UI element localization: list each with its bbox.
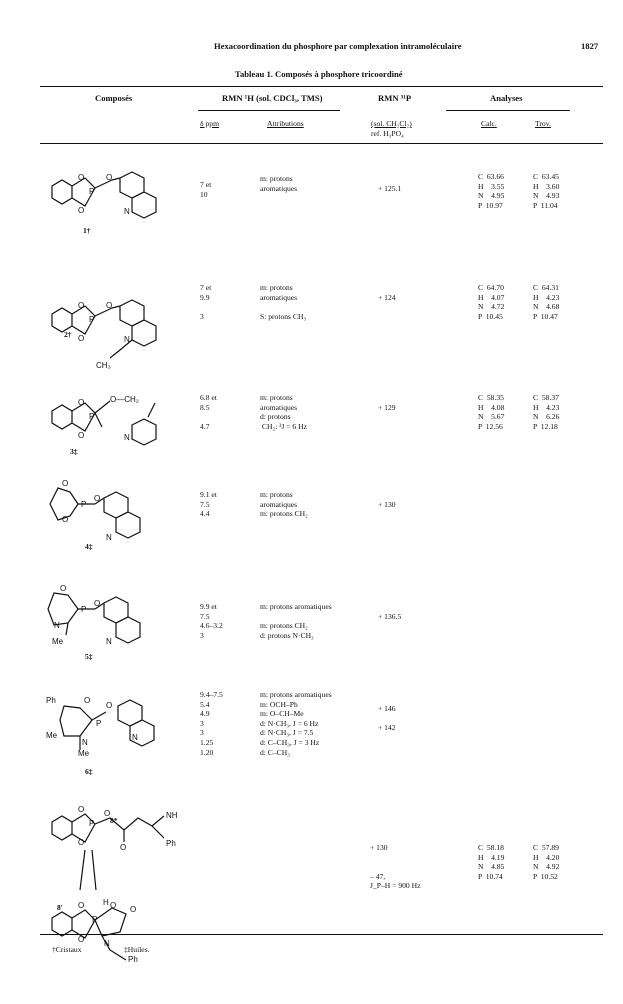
s8p-o4: O: [130, 905, 137, 914]
sub-trov: Trov.: [535, 119, 551, 128]
s8p-o3: O: [110, 901, 117, 910]
s5-n: N: [54, 621, 60, 630]
row4-attrib: m: protons aromatiques m: protons CH₂: [260, 490, 308, 519]
row2-trov: C 64.31 H 4.23 N 4.68 P 10.47: [533, 283, 560, 321]
s6-n: N: [82, 738, 88, 747]
row2-calc: C 64.70 H 4.07 N 4.72 P 10.45: [478, 283, 505, 321]
row4-p31: + 130: [378, 500, 396, 509]
s5-me: Me: [52, 637, 64, 646]
s3-n: N: [124, 433, 130, 442]
s6-me: Me: [46, 731, 58, 740]
compound-label-6: 6‡: [85, 767, 93, 776]
s8p-ph: Ph: [128, 955, 138, 964]
s6-p: P: [96, 719, 102, 728]
row8-calc: C 58.18 H 4.19 N 4.85 P 10.74: [478, 843, 505, 881]
s8-o2: O: [78, 838, 85, 847]
sub-calc: Calc.: [481, 119, 497, 128]
row1-attrib: m: protons aromatiques: [260, 174, 298, 193]
row3-calc: C 58.35 H 4.08 N 5.67 P 12.56: [478, 393, 505, 431]
s1-o3: O: [106, 173, 113, 182]
row6-attrib: m: protons aromatiques m: OCH–Ph m: O–CH–Me d: N·CH₃, J = 6 Hz d: N·CH₃, J = 7.5 d: C–CH₃, J = 3 Hz d: C–CH₃: [260, 690, 332, 757]
row6-ppm: 9.4–7.5 5.4 4.9 3 3 1.25 1.20: [200, 690, 223, 757]
s4-o1: O: [62, 479, 69, 488]
s2-n: N: [124, 335, 130, 344]
s8p-o2: O: [78, 935, 85, 944]
s4-o2: O: [62, 515, 69, 524]
sub-attributions: Attributions: [267, 119, 304, 128]
s5-o2: O: [94, 599, 101, 608]
nmr-h-subrule: [198, 110, 340, 111]
s2-o3: O: [106, 301, 113, 310]
analyses-subrule: [446, 110, 570, 111]
s6-o2: O: [106, 701, 113, 710]
row5-p31: + 136.5: [378, 612, 402, 621]
s6-nme: Me: [78, 749, 90, 758]
row3-ppm: 6.8 et 8.5 4.7: [200, 393, 217, 431]
s5-n2: N: [106, 637, 112, 646]
row5-attrib: m: protons aromatiques m: protons CH₂ d: protons N·CH₃: [260, 602, 332, 640]
running-title: Hexacoordination du phosphore par complexation intramoléculaire: [214, 41, 462, 51]
s2-p: P: [89, 315, 95, 324]
s1-p: P: [89, 187, 95, 196]
compound-label-8: 8*: [110, 816, 118, 825]
header-rule: [40, 143, 603, 144]
s4-p: P: [81, 500, 87, 509]
row4-ppm: 9.1 et 7.5 4.4: [200, 490, 217, 519]
s8p-p: P: [92, 915, 98, 924]
top-rule: [40, 86, 603, 87]
s2-o1: O: [78, 301, 85, 310]
row6-p31: + 146 + 142: [378, 704, 396, 733]
s1-o1: O: [78, 173, 85, 182]
s3-o1: O: [78, 398, 85, 407]
row1-p31: + 125.1: [378, 184, 402, 193]
compound-label-2: 2†: [64, 330, 72, 339]
s4-o3: O: [94, 494, 101, 503]
s5-p: P: [81, 605, 87, 614]
col-nmr-h: RMN ¹H (sol. CDCl₃, TMS): [222, 93, 323, 103]
s6-o: O: [84, 696, 91, 705]
sub-ref-line2: ref. H₃PO₄: [371, 129, 404, 138]
col-analyses: Analyses: [490, 93, 523, 103]
s8-o3: O: [104, 809, 111, 818]
s3-p: P: [89, 412, 95, 421]
s8p-n: N: [104, 939, 110, 948]
row3-p31: + 129: [378, 403, 396, 412]
s8p-h: H: [103, 898, 109, 907]
row3-trov: C 58.37 H 4.23 N 6.26 P 12.18: [533, 393, 560, 431]
s5-o: O: [60, 584, 67, 593]
compound-label-5: 5‡: [85, 652, 93, 661]
s8-o1: O: [78, 805, 85, 814]
s3-och2: O—CH₂: [110, 395, 139, 404]
s3-o2: O: [78, 431, 85, 440]
structure-2: [52, 300, 156, 358]
col-compounds: Composés: [95, 93, 133, 103]
compound-label-4: 4‡: [85, 542, 93, 551]
col-nmr-p: RMN ³¹P: [378, 93, 412, 103]
row8-p31: + 130 – 47, J_P–H = 900 Hz: [370, 843, 421, 891]
row2-ppm: 7 et 9.9 3: [200, 283, 212, 321]
row1-trov: C 63.45 H 3.60 N 4.93 P 11.04: [533, 172, 560, 210]
s1-o2: O: [78, 206, 85, 215]
sub-ppm: δ ppm: [200, 119, 219, 128]
s8-o4: O: [120, 843, 127, 852]
structure-1: [52, 172, 156, 218]
page-number: 1827: [581, 41, 599, 51]
s1-n: N: [124, 207, 130, 216]
s4-n: N: [106, 533, 112, 542]
row1-calc: C 63.66 H 3.55 N 4.95 P 10.97: [478, 172, 505, 210]
footnote-crystals: †Cristaux: [52, 945, 82, 954]
compound-label-1: 1†: [83, 226, 91, 235]
s6-n2: N: [132, 733, 138, 742]
s8-ph: Ph: [166, 839, 176, 848]
s2-ch3: CH₃: [96, 361, 111, 370]
row2-p31: + 124: [378, 293, 396, 302]
s8-nh: NH: [166, 811, 178, 820]
s6-ph: Ph: [46, 696, 56, 705]
row5-ppm: 9.9 et 7.5 4.6–3.2 3: [200, 602, 223, 640]
s2-o2: O: [78, 334, 85, 343]
structure-3: [52, 401, 156, 445]
row8-trov: C 57.89 H 4.20 N 4.92 P 10.52: [533, 843, 560, 881]
row2-attrib: m: protons aromatiques S: protons CH₃: [260, 283, 307, 321]
s8-p: P: [89, 819, 95, 828]
row3-attrib: m: protons aromatiques d: protons CH₂: ³J = 6 Hz: [260, 393, 307, 431]
s8p-o1: O: [78, 901, 85, 910]
bottom-rule: [40, 934, 603, 935]
footnote-oils: ‡Huiles.: [124, 945, 150, 954]
sub-ref-line1: (sol. CH₂Cl₂): [371, 119, 412, 128]
row1-ppm: 7 et 10: [200, 180, 212, 199]
compound-label-3: 3‡: [70, 447, 78, 456]
table-title: Tableau 1. Composés à phosphore tricoordiné: [235, 69, 403, 79]
compound-label-8prime: 8′: [57, 903, 63, 912]
